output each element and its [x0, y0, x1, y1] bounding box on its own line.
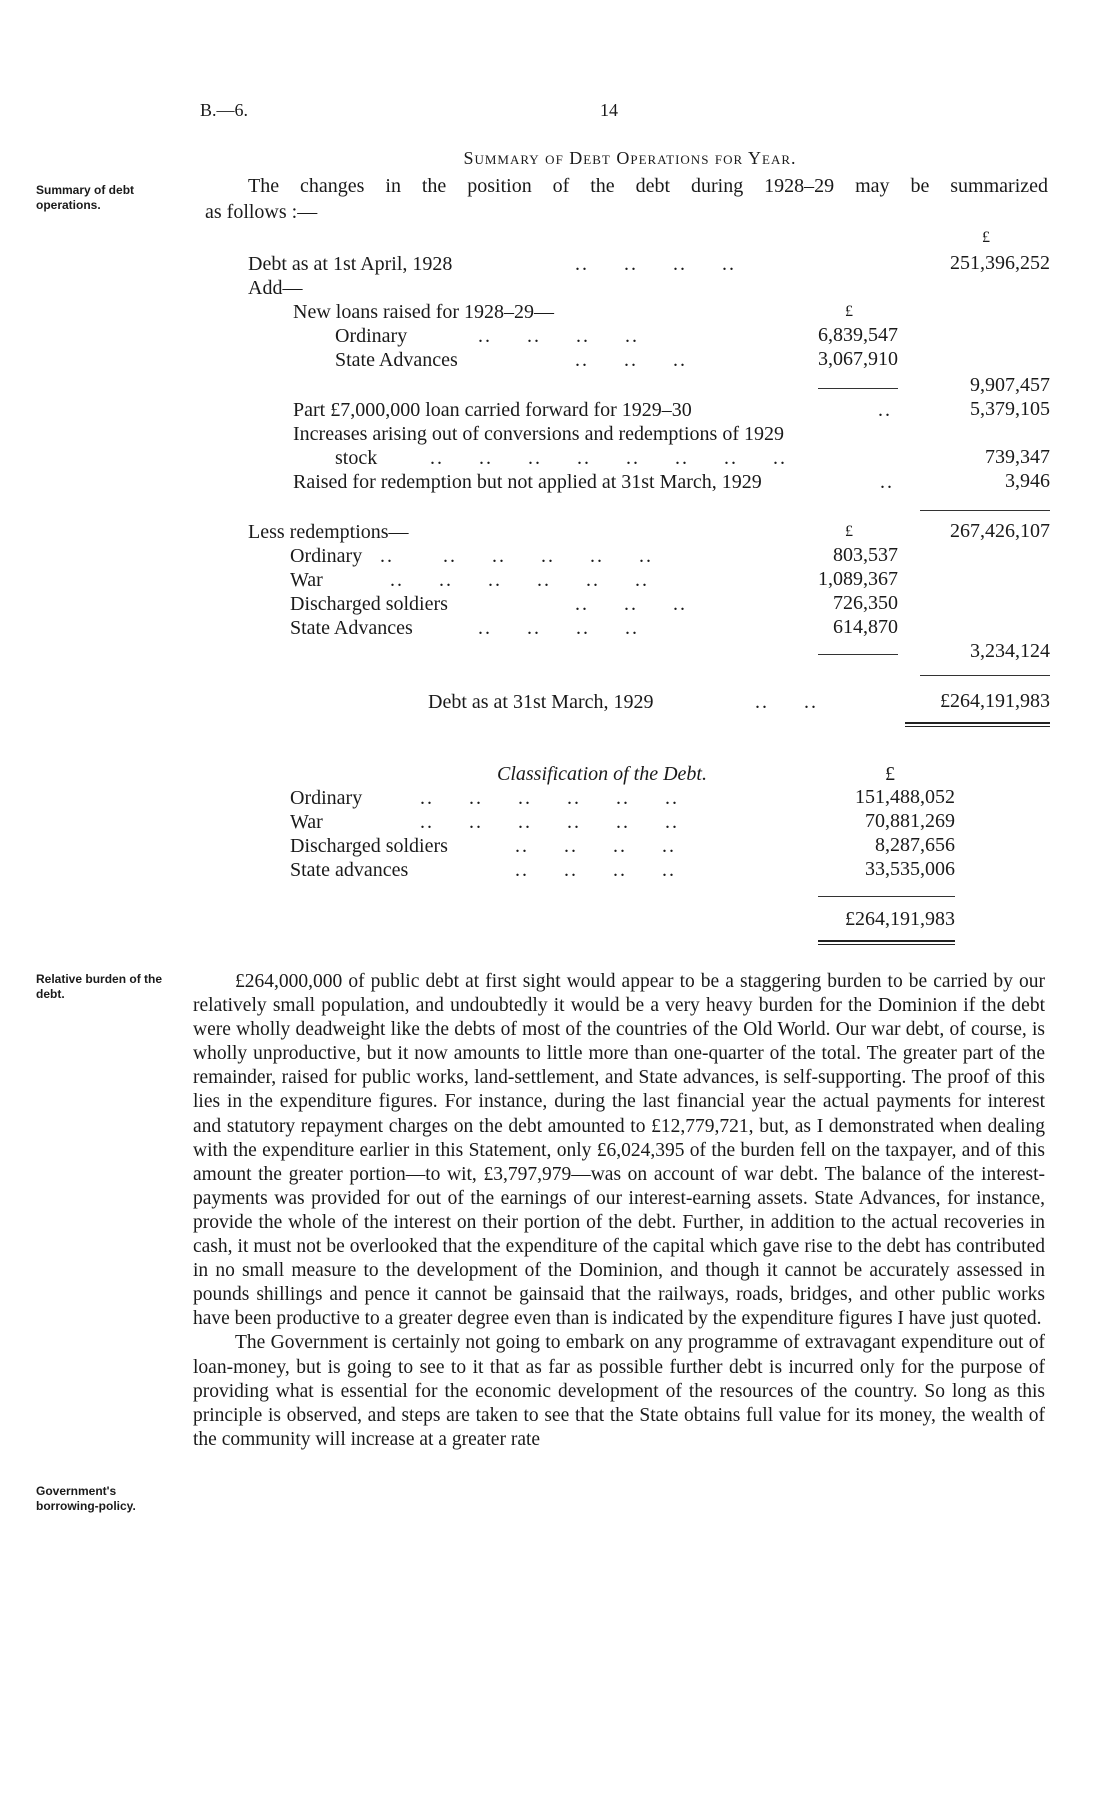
increases-value: 739,347: [985, 446, 1050, 468]
section-title: Summary of Debt Operations for Year.: [463, 148, 797, 168]
leader-dots: .. .. .. .. .. ..: [420, 811, 679, 833]
red-discharged-value: 726,350: [833, 592, 898, 614]
leader-dots: .. .. .. ..: [478, 325, 639, 347]
red-war-value: 1,089,367: [818, 568, 898, 590]
leader-dots: .. .. ..: [575, 349, 687, 371]
less-redemptions-label: Less redemptions—: [248, 521, 409, 543]
currency-header: £: [885, 763, 895, 785]
currency-header-mid: £: [845, 303, 853, 320]
subtotal-value: 267,426,107: [950, 520, 1050, 542]
margin-note-borrowing-policy: Government's borrowing-policy.: [36, 1484, 136, 1513]
new-state-advances-label: State Advances: [335, 349, 458, 371]
margin-note-relative-burden: Relative burden of the debt.: [36, 972, 163, 1001]
paragraph-relative-burden: £264,000,000 of public debt at first sight would appear to be a staggering burden to be carried by our relatively small population, and undoubtedly it would be a very heavy burden for the Dominion if the debt were wholly deadweight like the debts of most of the countries of the Old World. Our war debt, of course, is wholly unproductive, but it now amounts to little more than one-quarter of the total. The greater part of the remainder, raised for public works, land-settlement, and State advances, is self-supporting. The proof of this lies in the expenditure figures. For instance, during the last financial year the actual payments for interest and statutory repayment charges on the debt amounted to £12,779,721, but, as I demonstrated when dealing with the expenditure earlier in this Statement, only £6,024,395 of the burden fell on the taxpayer, and of this amount the greater portion—to wit, £3,797,979—was on account of war debt. The balance of the interest-payments was provided for out of the earnings of our interest-earning assets. State Advances, for instance, provide the whole of the interest on their portion of the debt. Further, in addition to the actual recoveries in cash, it must not be overlooked that the expenditure of the capital which gave rise to the debt has contributed in no small measure to the development of the Dominion, and though it cannot be accurately assessed in pounds shillings and pence it cannot be gainsaid that the railways, roads, bridges, and other public works have been productive to a greater degree even than is indicated by the expenditure figures I have just quoted.: [193, 971, 1045, 1330]
total-double-rule: [818, 940, 955, 945]
leader-dots: ..: [880, 471, 894, 493]
new-ordinary-label: Ordinary: [335, 325, 408, 347]
leader-dots: .. .. ..: [575, 593, 687, 615]
red-total-value: 3,234,124: [970, 640, 1050, 662]
class-discharged-value: 8,287,656: [875, 834, 955, 856]
currency-header-right: £: [982, 229, 990, 246]
debt-1928-label: Debt as at 1st April, 1928: [248, 253, 453, 275]
red-ordinary-label: Ordinary: [290, 545, 363, 567]
document-code: B.—6.: [200, 100, 249, 120]
subtotal-rule: [818, 896, 955, 897]
raised-value: 3,946: [1005, 470, 1050, 492]
classification-title: Classification of the Debt.: [497, 763, 707, 785]
intro-line-2: as follows :—: [205, 201, 318, 223]
leader-dots: .. .. .. ..: [515, 859, 676, 881]
new-ordinary-value: 6,839,547: [818, 324, 898, 346]
page-number: 14: [600, 100, 618, 120]
debt-1929-label: Debt as at 31st March, 1929: [428, 691, 654, 713]
leader-dots: .. ..: [755, 691, 818, 713]
increases-label: Increases arising out of conversions and redemptions of 1929: [293, 423, 784, 445]
class-ordinary-label: Ordinary: [290, 787, 363, 809]
increases-label-cont: stock: [335, 447, 378, 469]
leader-dots: .. .. .. .. .. .. .. ..: [430, 447, 787, 469]
currency-header-mid: £: [845, 523, 853, 540]
debt-1928-value: 251,396,252: [950, 252, 1050, 274]
class-war-value: 70,881,269: [865, 810, 955, 832]
part-loan-label: Part £7,000,000 loan carried forward for 1929–30: [293, 399, 692, 421]
red-war-label: War: [290, 569, 323, 591]
leader-dots: .. .. .. .. .. ..: [390, 569, 649, 591]
new-loans-label: New loans raised for 1928–29—: [293, 301, 555, 323]
total-double-rule: [905, 722, 1050, 727]
paragraph-borrowing-policy: The Government is certainly not going to embark on any programme of extravagant expenditure out of loan-money, but is going to see to it that as far as possible further debt is incurred only for the purpose of providing what is essential for the economic development of the resources of the country. So long as this principle is observed, and steps are taken to see that the State obtains full value for its money, the wealth of the community will increase at a greater rate: [193, 1332, 1045, 1450]
margin-note-summary: Summary of debt operations.: [36, 183, 135, 212]
red-ordinary-value: 803,537: [833, 544, 898, 566]
leader-dots: .. .. .. ..: [478, 617, 639, 639]
intro-line-1: The changes in the position of the debt during 1928–29 may be summarized: [248, 175, 1048, 197]
red-discharged-label: Discharged soldiers: [290, 593, 448, 615]
leader-dots: .. .. .. .. .. ..: [380, 545, 653, 567]
debt-1929-value: £264,191,983: [940, 690, 1050, 712]
class-war-label: War: [290, 811, 323, 833]
add-label: Add—: [248, 277, 303, 299]
red-state-label: State Advances: [290, 617, 413, 639]
subtotal-rule: [920, 675, 1050, 676]
raised-label: Raised for redemption but not applied at 31st March, 1929: [293, 471, 762, 493]
class-ordinary-value: 151,488,052: [855, 786, 955, 808]
subtotal-rule: [920, 510, 1050, 511]
class-total-value: £264,191,983: [845, 908, 955, 930]
leader-dots: .. .. .. ..: [575, 253, 736, 275]
part-loan-value: 5,379,105: [970, 398, 1050, 420]
class-discharged-label: Discharged soldiers: [290, 835, 448, 857]
class-state-label: State advances: [290, 859, 409, 881]
new-loans-total: 9,907,457: [970, 374, 1050, 396]
leader-dots: .. .. .. ..: [515, 835, 676, 857]
body-text: [193, 970, 1045, 1452]
red-state-value: 614,870: [833, 616, 898, 638]
class-state-value: 33,535,006: [865, 858, 955, 880]
leader-dots: .. .. .. .. .. ..: [420, 787, 679, 809]
new-state-advances-value: 3,067,910: [818, 348, 898, 370]
leader-dots: ..: [878, 399, 892, 421]
